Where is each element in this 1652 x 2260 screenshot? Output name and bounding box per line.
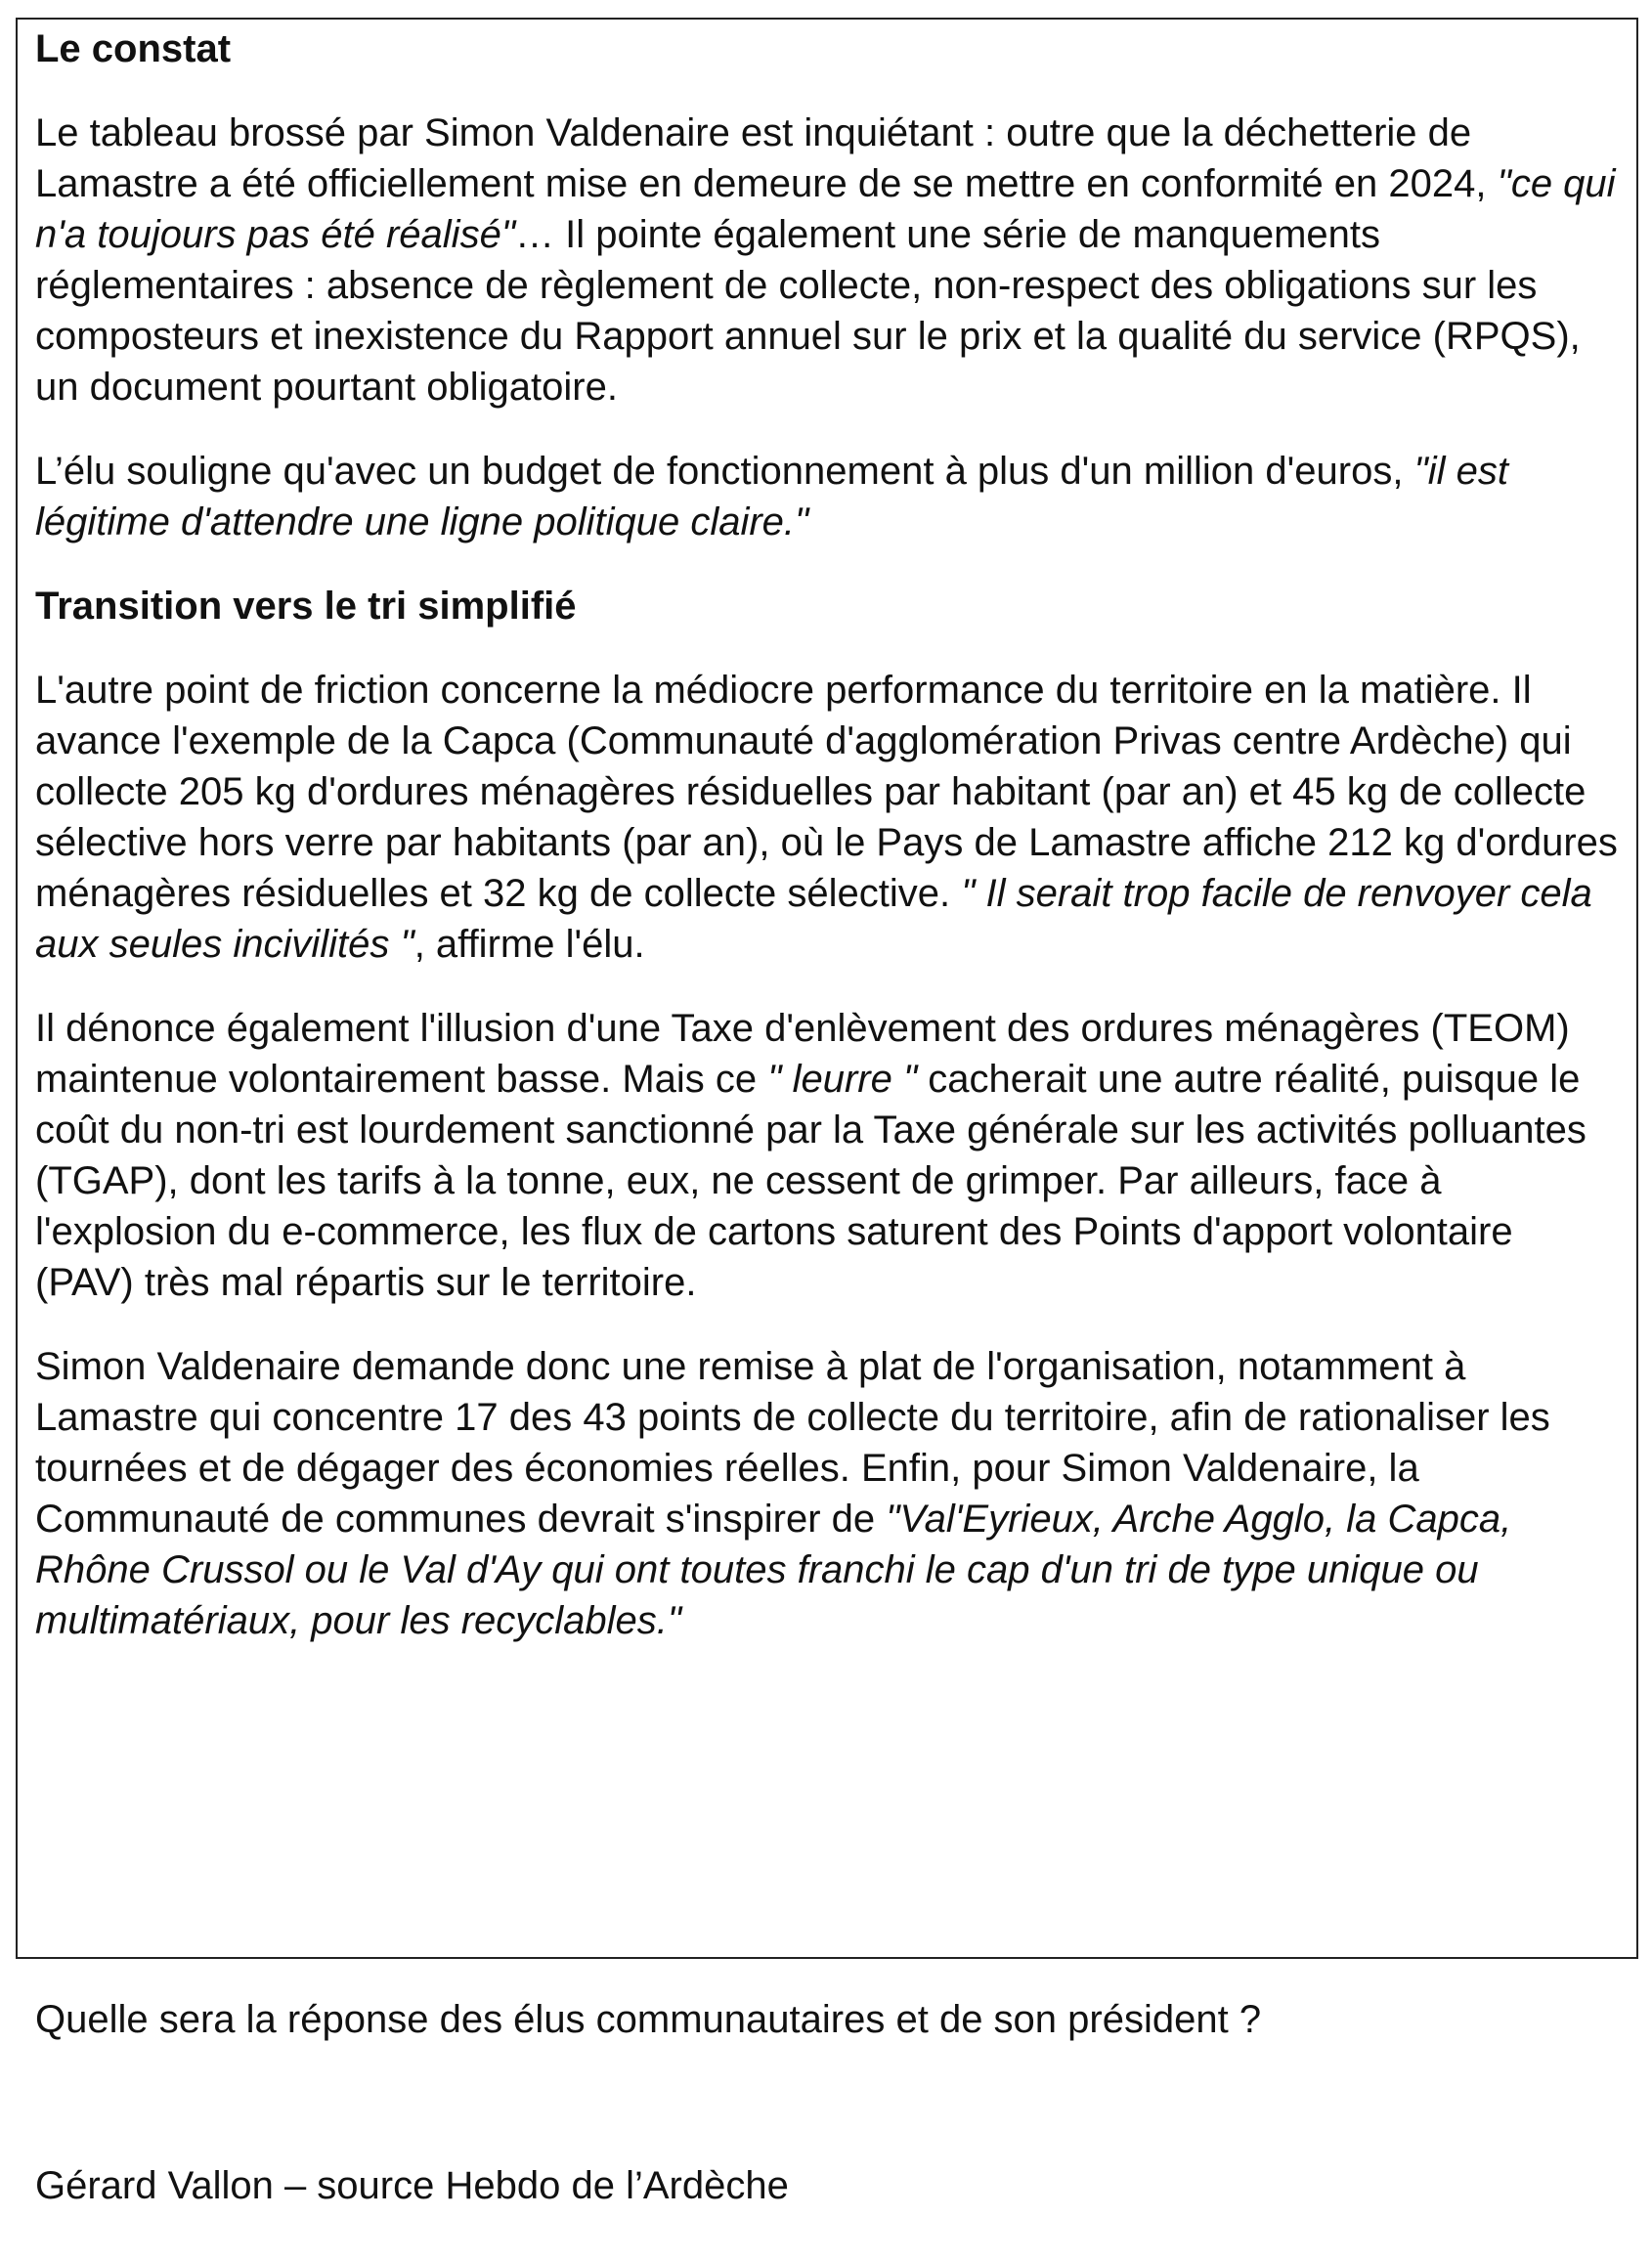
- byline: Gérard Vallon – source Hebdo de l’Ardèche: [35, 2164, 789, 2207]
- paragraph-text: … Il pointe également une série de manquements réglementaires : absence de règlement de collecte, non-respect des obligations sur les composteurs et inexistence du Rapport annuel sur le prix et la qualité du service (RPQS), un document pourtant obligatoire.: [35, 213, 1581, 409]
- heading-le-constat: Le constat: [35, 27, 232, 70]
- paragraph-text: , affirme l'élu.: [413, 923, 645, 966]
- closing-question: Quelle sera la réponse des élus communautaires et de son président ?: [35, 1998, 1262, 2041]
- paragraph-transition-1: [35, 665, 1621, 970]
- paragraph-text: Le tableau brossé par Simon Valdenaire est inquiétant : outre que la déchetterie de Lamastre a été officiellement mise en demeure de se mettre en conformité en 2024,: [35, 111, 1498, 205]
- paragraph-constat-2: [35, 446, 1621, 547]
- paragraph-text: L'autre point de friction concerne la médiocre performance du territoire en la matière. Il avance l'exemple de la Capca (Communauté d'agglomération Privas centre Ardèche) qui collecte 205 kg d'ordures ménagères résiduelles par habitant (par an) et 45 kg de collecte sélective hors verre par habitants (par an), où le Pays de Lamastre affiche 212 kg d'ordures ménagères résiduelles et 32 kg de collecte sélective.: [35, 669, 1618, 915]
- article-box: [16, 18, 1638, 1959]
- paragraph-text: cacherait une autre réalité, puisque le coût du non-tri est lourdement sanctionné par la Taxe générale sur les activités polluantes (TGAP), dont les tarifs à la tonne, eux, ne cessent de grimper. Par ailleurs, face à l'explosion du e-commerce, les flux de cartons saturent des Points d'apport volontaire (PAV) très mal répartis sur le territoire.: [35, 1058, 1587, 1304]
- quote-text: "il est légitime d'attendre une ligne politique claire.": [35, 450, 1508, 543]
- paragraph-transition-3: [35, 1341, 1621, 1646]
- paragraph-transition-2: [35, 1003, 1621, 1308]
- paragraph-constat-1: [35, 108, 1621, 413]
- paragraph-text: Il dénonce également l'illusion d'une Taxe d'enlèvement des ordures ménagères (TEOM) maintenue volontairement basse. Mais ce: [35, 1007, 1570, 1101]
- quote-text: " Il serait trop facile de renvoyer cela aux seules incivilités ": [35, 872, 1592, 966]
- quote-text: " leurre ": [767, 1058, 918, 1101]
- heading-transition: Transition vers le tri simplifié: [35, 585, 577, 628]
- quote-text: "Val'Eyrieux, Arche Agglo, la Capca, Rhône Crussol ou le Val d'Ay qui ont toutes franchi le cap d'un tri de type unique ou multimatériaux, pour les recyclables.": [35, 1498, 1512, 1642]
- paragraph-text: L’élu souligne qu'avec un budget de fonctionnement à plus d'un million d'euros,: [35, 450, 1414, 493]
- quote-text: "ce qui n'a toujours pas été réalisé": [35, 162, 1616, 256]
- paragraph-text: Simon Valdenaire demande donc une remise à plat de l'organisation, notamment à Lamastre qui concentre 17 des 43 points de collecte du territoire, afin de rationaliser les tournées et de dégager des économies réelles. Enfin, pour Simon Valdenaire, la Communauté de communes devrait s'inspirer de: [35, 1345, 1550, 1541]
